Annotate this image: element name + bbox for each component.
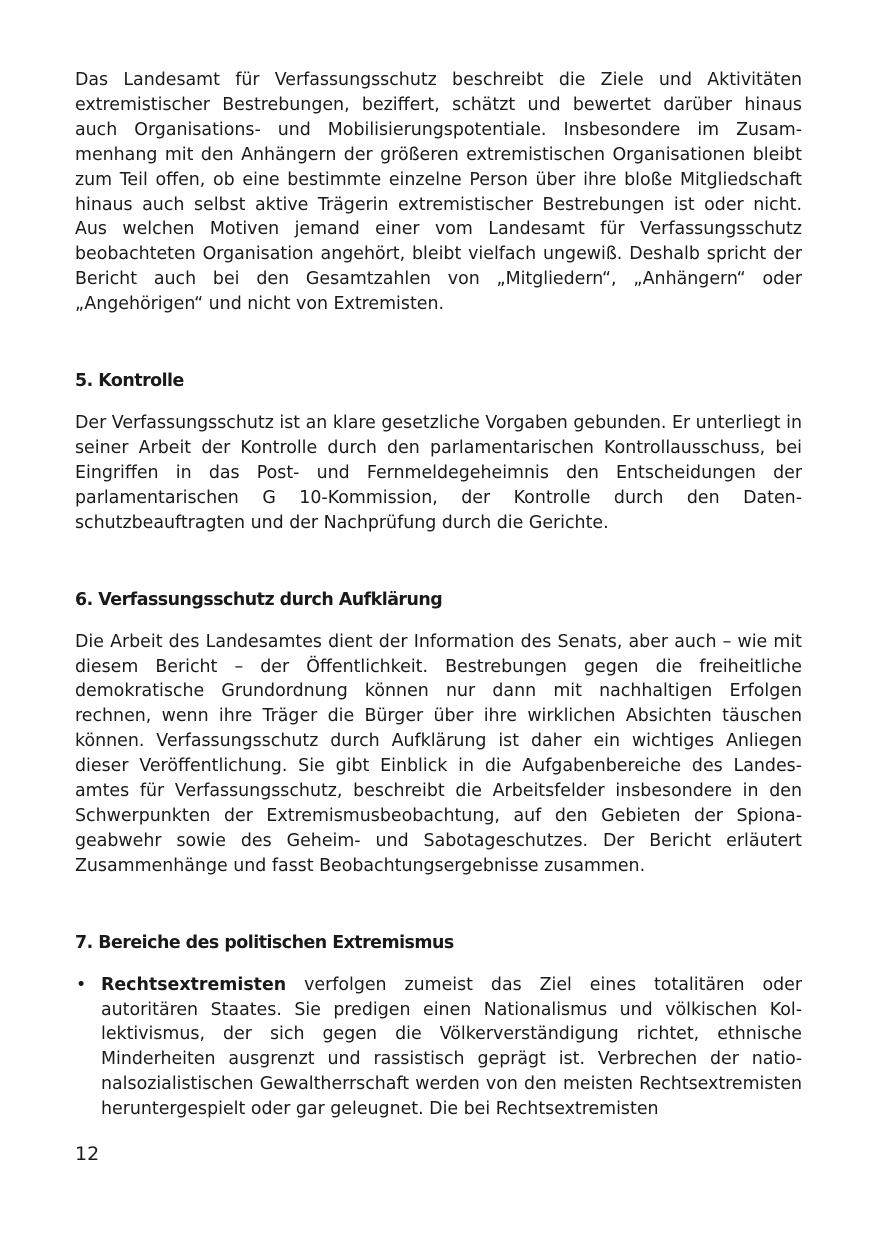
section-heading-kontrolle: 5. Kontrolle [75,371,184,392]
section-heading-aufklaerung: 6. Verfassungsschutz durch Aufklärung [75,589,443,610]
section-heading-extremismus: 7. Bereiche des politischen Extremismus [75,932,454,953]
bullet-dot: • [76,974,87,995]
bullet-text: verfolgen zumeist das Ziel eines totalitären oder autoritären Staates. Sie predigen einen Nationalismus und völkischen Kollektivismus, der sich gegen die Völkerverständigung richtet, ethnische Minderheiten ausgrenzt und rassistisch geprägt ist. Verbrechen der nationalsozialistischen Gewaltherrschaft werden von den meisten Rechtsextremisten heruntergespielt oder gar geleugnet. Die bei Rechtsextremisten [101,974,802,1120]
extremism-bullet-list [75,973,802,1122]
bullet-paragraph [101,973,802,1122]
section-text-aufklaerung: Die Arbeit des Landesamtes dient der Information des Senats, aber auch – wie mit diesem Bericht – der Öffentlichkeit. Bestrebungen gegen die freiheitliche demokratische Grundordnung können nur dann mit nachhaltigen Erfolgen rechnen, wenn ihre Träger die Bürger über ihre wirklichen Absichten täuschen können. Verfassungsschutz durch Aufklärung ist daher ein wichtiges Anliegen dieser Veröffentlichung. Sie gibt Einblick in die Aufgabenbereiche des Landesamtes für Verfassungsschutz, beschreibt die Arbeitsfelder insbesondere in den Schwerpunkten der Extremismusbeobachtung, auf den Gebieten der Spionageabwehr sowie des Geheim- und Sabotageschutzes. Der Bericht erläutert Zusammenhänge und fasst Beobachtungsergebnisse zusammen. [75,631,802,876]
intro-paragraph: Das Landesamt für Verfassungsschutz beschreibt die Ziele und Aktivitäten extremistischer Bestrebungen, beziffert, schätzt und bewertet darüber hinaus auch Organisations- und Mobilisierungspotentiale. Insbesondere im Zusammenhang mit den Anhängern der größeren extremistischen Organisationen bleibt zum Teil offen, ob eine bestimmte einzelne Person über ihre bloße Mitgliedschaft hinaus auch selbst aktive Trägerin extremistischer Bestrebungen ist oder nicht. Aus welchen Motiven jemand einer vom Landesamt für Verfassungsschutz beobachteten Organisation angehört, bleibt vielfach ungewiß. Deshalb spricht der Bericht auch bei den Gesamtzahlen von „Mitgliedern“, „Anhängern“ oder „Angehörigen“ und nicht von Extremisten. [75,70,802,315]
page-number: 12 [75,1143,100,1165]
page-content [75,68,802,1122]
list-item-rechtsextremisten [75,973,802,1122]
section-text-kontrolle: Der Verfassungsschutz ist an klare gesetzliche Vorgaben gebunden. Er unterliegt in seiner Arbeit der Kontrolle durch den parlamentarischen Kontrollausschuss, bei Eingriffen in das Post- und Fernmeldegeheimnis den Entscheidungen der parlamentarischen G 10-Kommission, der Kontrolle durch den Datenschutzbeauftragten und der Nachprüfung durch die Gerichte. [75,413,802,533]
bullet-term: Rechtsextremisten [101,974,287,995]
